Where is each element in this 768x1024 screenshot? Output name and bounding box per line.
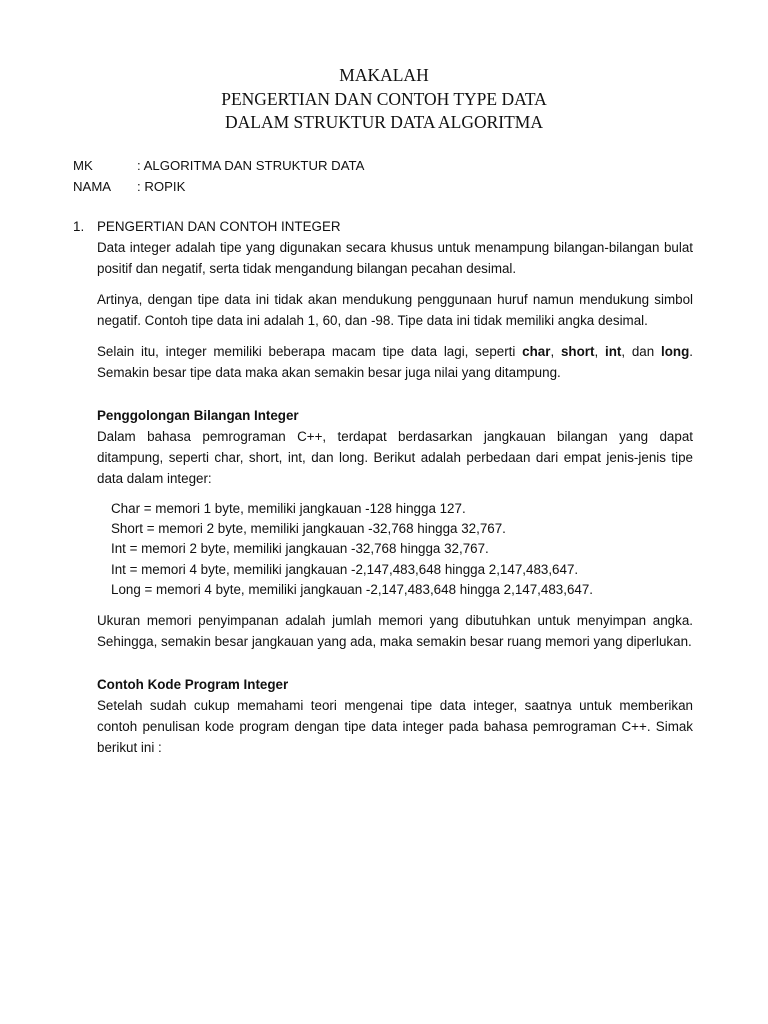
text-run: Selain itu, integer memiliki beberapa macam tipe data lagi, seperti [97,344,523,359]
list-item: Int = memori 4 byte, memiliki jangkauan -2,147,483,648 hingga 2,147,483,647. [111,561,579,577]
section-body [97,237,693,758]
title-line-1: MAKALAH [339,65,429,85]
subheading-penggolongan: Penggolongan Bilangan Integer [97,408,299,423]
meta-row-mk [73,155,364,176]
bold-term: char [522,344,551,359]
document-title [0,64,768,135]
memory-list [111,499,693,600]
paragraph: Dalam bahasa pemrograman C++, terdapat berdasarkan jangkauan bilangan yang dapat ditampung, seperti char, short, int, dan long. Berikut adalah perbedaan dari empat jenis-jenis tipe data dalam integer: [97,429,693,486]
paragraph: Ukuran memori penyimpanan adalah jumlah memori yang dibutuhkan untuk menyimpan angka. Sehingga, semakin besar jangkauan yang ada, maka semakin besar ruang memori yang diperlukan. [97,613,693,650]
paragraph-types [97,341,693,383]
subheading-contoh-kode: Contoh Kode Program Integer [97,677,289,693]
list-item: Short = memori 2 byte, memiliki jangkauan -32,768 hingga 32,767. [111,521,506,537]
list-item: Long = memori 4 byte, memiliki jangkauan -2,147,483,648 hingga 2,147,483,647. [111,581,594,597]
section-1 [73,217,693,768]
title-line-3: DALAM STRUKTUR DATA ALGORITMA [225,112,543,132]
meta-value: : ROPIK [137,179,186,194]
paragraph: Artinya, dengan tipe data ini tidak akan mendukung penggunaan huruf namun mendukung simbol negatif. Contoh tipe data ini adalah 1, 60, dan -98. Tipe data ini tidak memiliki angka desimal. [97,292,693,328]
bold-term: int [604,344,622,359]
section-heading [73,217,693,237]
paragraph: Data integer adalah tipe yang digunakan secara khusus untuk menampung bilangan-bilangan bulat positif dan negatif, serta tidak mengandung bilangan pecahan desimal. [97,240,693,276]
title-line-2: PENGERTIAN DAN CONTOH TYPE DATA [221,88,547,109]
text-run: , [550,344,561,359]
meta-key: NAMA [73,179,112,194]
section-title: PENGERTIAN DAN CONTOH INTEGER [97,219,341,234]
bold-term: long [660,344,690,359]
text-run: . Semakin besar tipe data maka akan semakin besar juga nilai yang ditampung. [97,344,693,380]
list-item: Char = memori 1 byte, memiliki jangkauan -128 hingga 127. [111,501,466,516]
meta-key: MK [73,158,93,173]
meta-row-nama [73,176,364,197]
text-run: , [594,344,605,359]
text-run: , dan [621,344,661,359]
list-item: Int = memori 2 byte, memiliki jangkauan -32,768 hingga 32,767. [111,541,489,557]
bold-term: short [560,344,595,359]
paragraph: Setelah sudah cukup memahami teori mengenai tipe data integer, saatnya untuk memberikan contoh penulisan kode program dengan tipe data integer pada bahasa pemrograman C++. Simak berikut ini : [97,698,693,756]
section-number: 1. [73,219,85,234]
meta-block [73,155,364,197]
meta-value: : ALGORITMA DAN STRUKTUR DATA [137,158,365,173]
